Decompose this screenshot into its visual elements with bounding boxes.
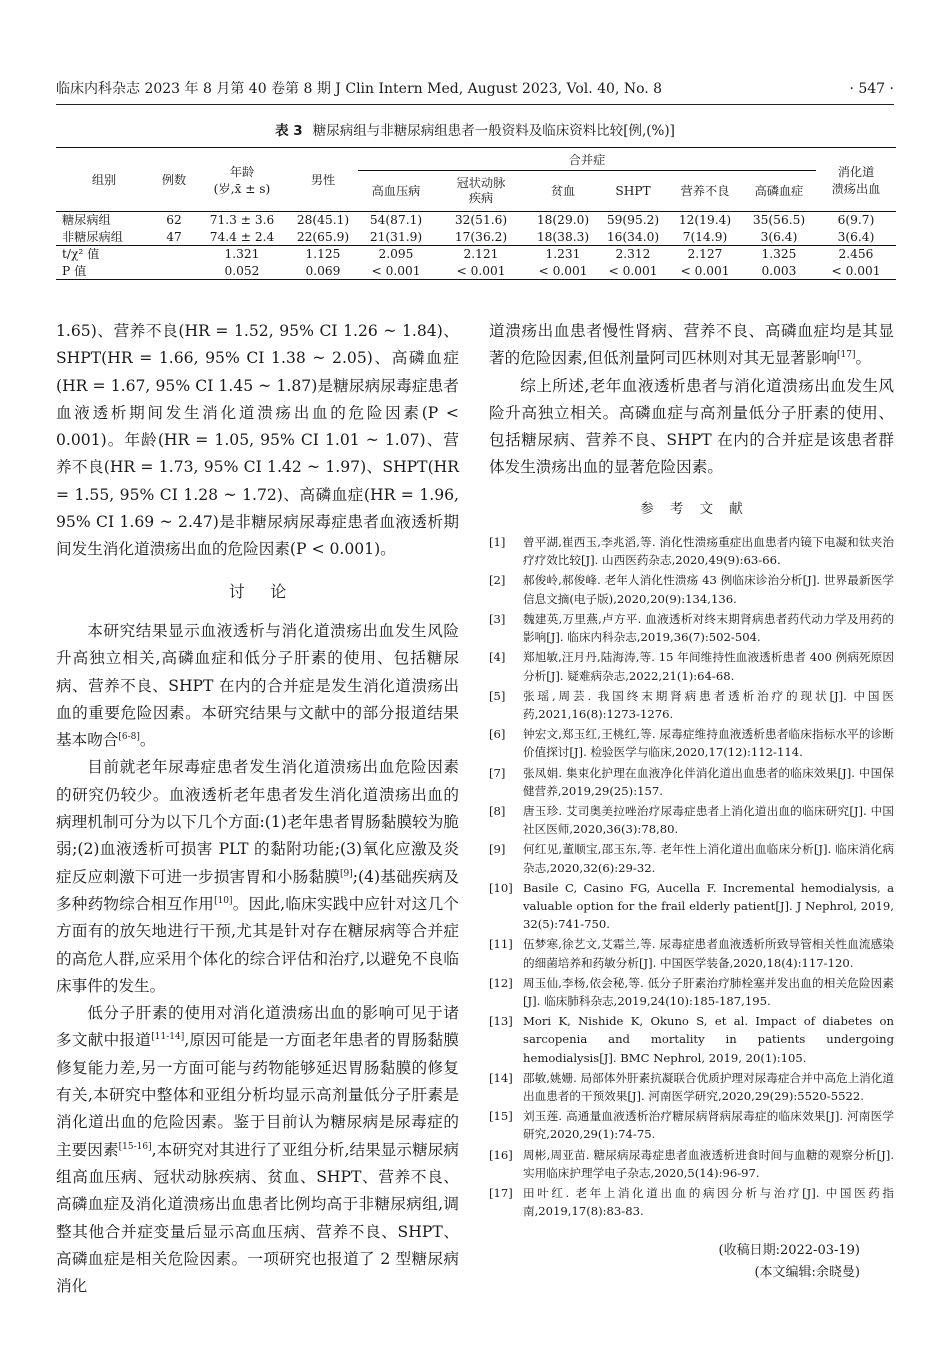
reference-item <box>489 1107 894 1143</box>
table-cell: 0.069 <box>288 263 358 280</box>
col-header-anemia: 贫血 <box>528 171 598 212</box>
reference-number: [9] <box>489 842 506 857</box>
reference-item <box>489 879 894 934</box>
reference-number: [6] <box>489 727 506 742</box>
table-cell: 74.4 ± 2.4 <box>209 229 275 244</box>
reference-item <box>489 610 894 646</box>
reference-text: 田叶红. 老年上消化道出血的病因分析与治疗[J]. 中国医药指南,2019,17(8):83-83. <box>523 1185 894 1219</box>
table-cell: 3(6.4) <box>837 229 875 244</box>
col-header-cases: 例数 <box>152 148 196 212</box>
table-cell: 0.003 <box>742 263 816 280</box>
reference-number: [12] <box>489 975 513 990</box>
discussion-paragraph-1: 本研究结果显示血液透析与消化道溃疡出血发生风险升高独立相关,高磷血症和低分子肝素的使用、包括糖尿病、营养不良、SHPT 在内的合并症是发生消化道溃疡出血的重要危险因素。本研究结果与文献中的部分报道结果基本吻合[6-8]。 <box>56 621 459 750</box>
reference-item <box>489 1184 894 1220</box>
table-cell: 2.456 <box>816 246 896 263</box>
col-header-age: 年龄 (岁,x̄ ± s) <box>196 148 288 212</box>
reference-text: Basile C, Casino FG, Aucella F. Incremental hemodialysis, a valuable option for the frail elderly patient[J]. J Nephrol, 2019, 32(5):741-750. <box>523 880 894 932</box>
reference-text: 何红见,董顺宝,邵玉东,等. 老年性上消化道出血临床分析[J]. 临床消化病杂志,2020,32(6):29-32. <box>523 842 894 875</box>
left-column <box>56 318 459 1300</box>
citation[interactable]: [10] <box>214 895 233 906</box>
reference-text: 伍梦寒,徐艺文,艾霜兰,等. 尿毒症患者血液透析所致导管相关性血流感染的细菌培养和药敏分析[J]. 中国医学装备,2020,18(4):117-120. <box>523 937 894 970</box>
col-header-shpt: SHPT <box>598 171 668 212</box>
editor-note: (本文编辑:余晓曼) <box>754 1265 860 1281</box>
table-cell: 21(31.9) <box>369 229 423 244</box>
col-header-hypertension: 高血压病 <box>358 171 434 212</box>
col-header-malnutrition: 营养不良 <box>668 171 742 212</box>
reference-item <box>489 974 894 1010</box>
reference-text: 邵敏,姚姗. 局部体外肝素抗凝联合优质护理对尿毒症合并中高危上消化道出血患者的干预效果[J]. 河南医学研究,2020,29(29):5520-5522. <box>523 1070 894 1103</box>
reference-number: [2] <box>489 573 506 588</box>
table-cell: 1.325 <box>742 246 816 263</box>
table-cell: 35(56.5) <box>752 213 806 228</box>
reference-text: 钟宏文,郑玉红,王桃红,等. 尿毒症维持血液透析患者临床指标水平的诊断价值探讨[J]. 检验医学与临床,2020,17(12):112-114. <box>523 727 894 760</box>
reference-number: [7] <box>489 765 506 780</box>
discussion-heading: 讨论 <box>228 581 312 601</box>
table-caption <box>56 122 894 140</box>
table-title: 糖尿病组与非糖尿病组患者一般资料及临床资料比较[例,(%)] <box>312 123 675 139</box>
table-cell: 47 <box>166 229 182 244</box>
table-cell <box>152 263 196 280</box>
conclusion-paragraph: 综上所述,老年血液透析患者与消化道溃疡出血发生风险升高独立相关。高磷血症与高剂量低分子肝素的使用、包括糖尿病、营养不良、SHPT 在内的合并症是该患者群体发生溃疡出血的显著危险因素。 <box>489 376 894 477</box>
citation[interactable]: [9] <box>340 868 353 879</box>
journal-citation: 临床内科杂志 2023 年 8 月第 40 卷第 8 期 J Clin Intern Med, August 2023, Vol. 40, No. 8 <box>56 81 663 97</box>
reference-item <box>489 687 894 723</box>
reference-number: [1] <box>489 535 506 550</box>
reference-text: 张凤娟. 集束化护理在血液净化伴消化道出血患者的临床效果[J]. 中国保健营养,2019,29(25):157. <box>523 765 894 798</box>
table-cell: 22(65.9) <box>296 229 350 244</box>
table-cell: 7(14.9) <box>682 229 728 244</box>
reference-text: 张瑶,周芸. 我国终末期肾病患者透析治疗的现状[J]. 中国医药,2021,16(8):1273-1276. <box>523 688 894 721</box>
table-cell: < 0.001 <box>528 263 598 280</box>
citation[interactable]: [15-16] <box>118 1141 152 1152</box>
table-cell: 28(45.1) <box>296 213 350 228</box>
discussion-paragraph-2: 目前就老年尿毒症患者发生消化道溃疡出血危险因素的研究仍较少。血液透析老年患者发生消化道溃疡出血的病理机制可分为以下几个方面:(1)老年患者胃肠黏膜较为脆弱;(2)血液透析可损害 PLT 的黏附功能;(3)氧化应激及炎症反应刺激下可进一步损害胃和小肠黏膜[9];(4)基础疾病及多种药物综合相互作用[10]。因此,临床实践中应针对这几个方面有的放矢地进行干预,尤其是针对存在糖尿病等合并症的高危人群,应采用个体化的综合评估和治疗,以避免不良临床事件的发生。 <box>56 758 459 995</box>
table-cell: < 0.001 <box>668 263 742 280</box>
reference-number: [4] <box>489 650 506 665</box>
reference-number: [8] <box>489 803 506 818</box>
reference-number: [10] <box>489 880 513 895</box>
col-header-coronary: 冠状动脉 疾病 <box>434 171 528 212</box>
reference-item <box>489 1146 894 1182</box>
table-cell: 2.312 <box>598 246 668 263</box>
table-cell: 2.127 <box>668 246 742 263</box>
col-header-group: 组别 <box>56 148 152 212</box>
reference-list <box>489 533 894 1220</box>
table-cell: P 值 <box>56 263 152 280</box>
table-label: 表 3 <box>275 123 303 139</box>
table-cell: 54(87.1) <box>369 213 423 228</box>
table-cell: 17(36.2) <box>454 229 508 244</box>
results-paragraph: 1.65)、营养不良(HR = 1.52, 95% CI 1.26 ~ 1.84)、SHPT(HR = 1.66, 95% CI 1.38 ~ 2.05)、高磷血症(HR = 1.67, 95% CI 1.45 ~ 1.87)是糖尿病尿毒症患者血液透析期间发生消化道溃疡出血的危险因素(P < 0.001)。年龄(HR = 1.05, 95% CI 1.01 ~ 1.07)、营养不良(HR = 1.73, 95% CI 1.42 ~ 1.97)、SHPT(HR = 1.55, 95% CI 1.28 ~ 1.72)、高磷血症(HR = 1.96, 95% CI 1.69 ~ 2.47)是非糖尿病尿毒症患者血液透析期间发生消化道溃疡出血的危险因素(P < 0.001)。 <box>56 322 459 559</box>
reference-item <box>489 802 894 838</box>
reference-number: [3] <box>489 611 506 626</box>
reference-item <box>489 571 894 607</box>
table-cell <box>152 246 196 263</box>
table-cell: 16(34.0) <box>606 229 660 244</box>
reference-item <box>489 533 894 569</box>
reference-number: [16] <box>489 1147 513 1162</box>
right-column <box>489 318 894 1284</box>
reference-number: [15] <box>489 1109 513 1124</box>
table-cell: 59(95.2) <box>606 213 660 228</box>
reference-text: 周彬,周亚苗. 糖尿病尿毒症患者血液透析进食时间与血糖的观察分析[J]. 实用临床护理学电子杂志,2020,5(14):96-97. <box>523 1147 894 1180</box>
table-cell: < 0.001 <box>358 263 434 280</box>
table-cell: 6(9.7) <box>837 213 875 228</box>
table-cell: 1.125 <box>288 246 358 263</box>
col-header-hyperphosphatemia: 高磷血症 <box>742 171 816 212</box>
received-date: (收稿日期:2022-03-19) <box>718 1243 860 1259</box>
table-cell: 1.321 <box>196 246 288 263</box>
citation[interactable]: [11-14] <box>151 1032 185 1043</box>
table-row-diabetes <box>56 212 896 229</box>
discussion-continuation: 道溃疡出血患者慢性肾病、营养不良、高磷血症均是其显著的危险因素,但低剂量阿司匹林则对其无显著影响[17]。 <box>489 322 894 368</box>
table-cell: < 0.001 <box>816 263 896 280</box>
running-header <box>56 78 894 105</box>
reference-number: [14] <box>489 1070 513 1085</box>
reference-text: 刘玉莲. 高通量血液透析治疗糖尿病肾病尿毒症的临床效果[J]. 河南医学研究,2020,29(1):74-75. <box>523 1109 894 1142</box>
table-cell: 2.121 <box>434 246 528 263</box>
reference-text: 周玉仙,李杨,依会秘,等. 低分子肝素治疗肺栓塞并发出血的相关危险因素[J]. 临床肺科杂志,2019,24(10):185-187,195. <box>523 975 894 1008</box>
table-cell: < 0.001 <box>598 263 668 280</box>
col-header-male: 男性 <box>288 148 358 212</box>
reference-text: Mori K, Nishide K, Okuno S, et al. Impact of diabetes on sarcopenia and mortality in patients undergoing hemodialysis[J]. BMC Nephrol, 2019, 20(1):105. <box>523 1014 894 1065</box>
reference-text: 曾平湖,崔西玉,李兆滔,等. 消化性溃疡重症出血患者内镜下电凝和钛夹治疗疗效比较[J]. 山西医药杂志,2020,49(9):63-66. <box>523 535 894 568</box>
reference-item <box>489 725 894 761</box>
table-cell: 32(51.6) <box>454 213 508 228</box>
table-cell: 18(38.3) <box>536 229 590 244</box>
table-cell: 12(19.4) <box>678 213 732 228</box>
reference-number: [13] <box>489 1014 513 1029</box>
col-header-comorbidity: 合并症 <box>358 148 816 171</box>
table-cell: 1.231 <box>528 246 598 263</box>
reference-number: [5] <box>489 688 506 703</box>
table-cell: 71.3 ± 3.6 <box>209 213 275 228</box>
table-row-non-diabetes <box>56 229 896 246</box>
table-row-p-value <box>56 263 896 280</box>
reference-item <box>489 935 894 971</box>
reference-item <box>489 764 894 800</box>
reference-text: 魏建英,万里燕,卢方平. 血液透析对终末期肾病患者药代动力学及用药的影响[J]. 临床内科杂志,2019,36(7):502-504. <box>523 611 894 645</box>
reference-item <box>489 1012 894 1067</box>
table-cell: 62 <box>166 213 182 228</box>
table-row-statistic <box>56 246 896 263</box>
references-heading: 参考文献 <box>640 500 759 517</box>
reference-text: 郑旭敏,汪月丹,陆海涛,等. 15 年间维持性血液透析患者 400 例病死原因分析[J]. 疑难病杂志,2022,21(1):64-68. <box>523 650 894 683</box>
reference-item <box>489 840 894 876</box>
discussion-paragraph-3: 低分子肝素的使用对消化道溃疡出血的影响可见于诸多文献中报道[11-14],原因可能是一方面老年患者的胃肠黏膜修复能力差,另一方面可能与药物能够延迟胃肠黏膜的修复有关,本研究中整体和亚组分析均显示高剂量低分子肝素是消化道出血的危险因素。鉴于目前认为糖尿病是尿毒症的主要因素[15-16],本研究对其进行了亚组分析,结果显示糖尿病组高血压病、冠状动脉疾病、贫血、SHPT、营养不良、高磷血症及消化道溃疡出血患者比例均高于非糖尿病组,调整其他合并症变量后显示高血压病、营养不良、SHPT、高磷血症是相关危险因素。一项研究也报道了 2 型糖尿病消化 <box>56 1004 459 1296</box>
table-cell: 非糖尿病组 <box>62 229 123 244</box>
table-cell: < 0.001 <box>434 263 528 280</box>
citation[interactable]: [17] <box>837 350 856 361</box>
table-cell: t/χ² 值 <box>56 246 152 263</box>
table-cell: 0.052 <box>196 263 288 280</box>
comparison-table <box>56 147 896 280</box>
reference-item <box>489 1069 894 1105</box>
page-number: · 547 · <box>849 81 894 97</box>
table-cell: 18(29.0) <box>536 213 590 228</box>
table-cell: 糖尿病组 <box>62 213 111 228</box>
reference-text: 唐玉珍. 艾司奥美拉唑治疗尿毒症患者上消化道出血的临床研究[J]. 中国社区医师,2020,36(3):78,80. <box>523 803 894 837</box>
reference-number: [17] <box>489 1185 513 1200</box>
reference-text: 郝俊岭,郝俊峰. 老年人消化性溃疡 43 例临床诊治分析[J]. 世界最新医学信息文摘(电子版),2020,20(9):134,136. <box>523 573 894 606</box>
table-cell: 3(6.4) <box>760 229 798 244</box>
citation[interactable]: [6-8] <box>118 732 140 743</box>
col-header-gi-bleeding: 消化道 溃疡出血 <box>816 148 896 212</box>
reference-item <box>489 648 894 684</box>
table-cell: 2.095 <box>358 246 434 263</box>
reference-number: [11] <box>489 937 513 952</box>
